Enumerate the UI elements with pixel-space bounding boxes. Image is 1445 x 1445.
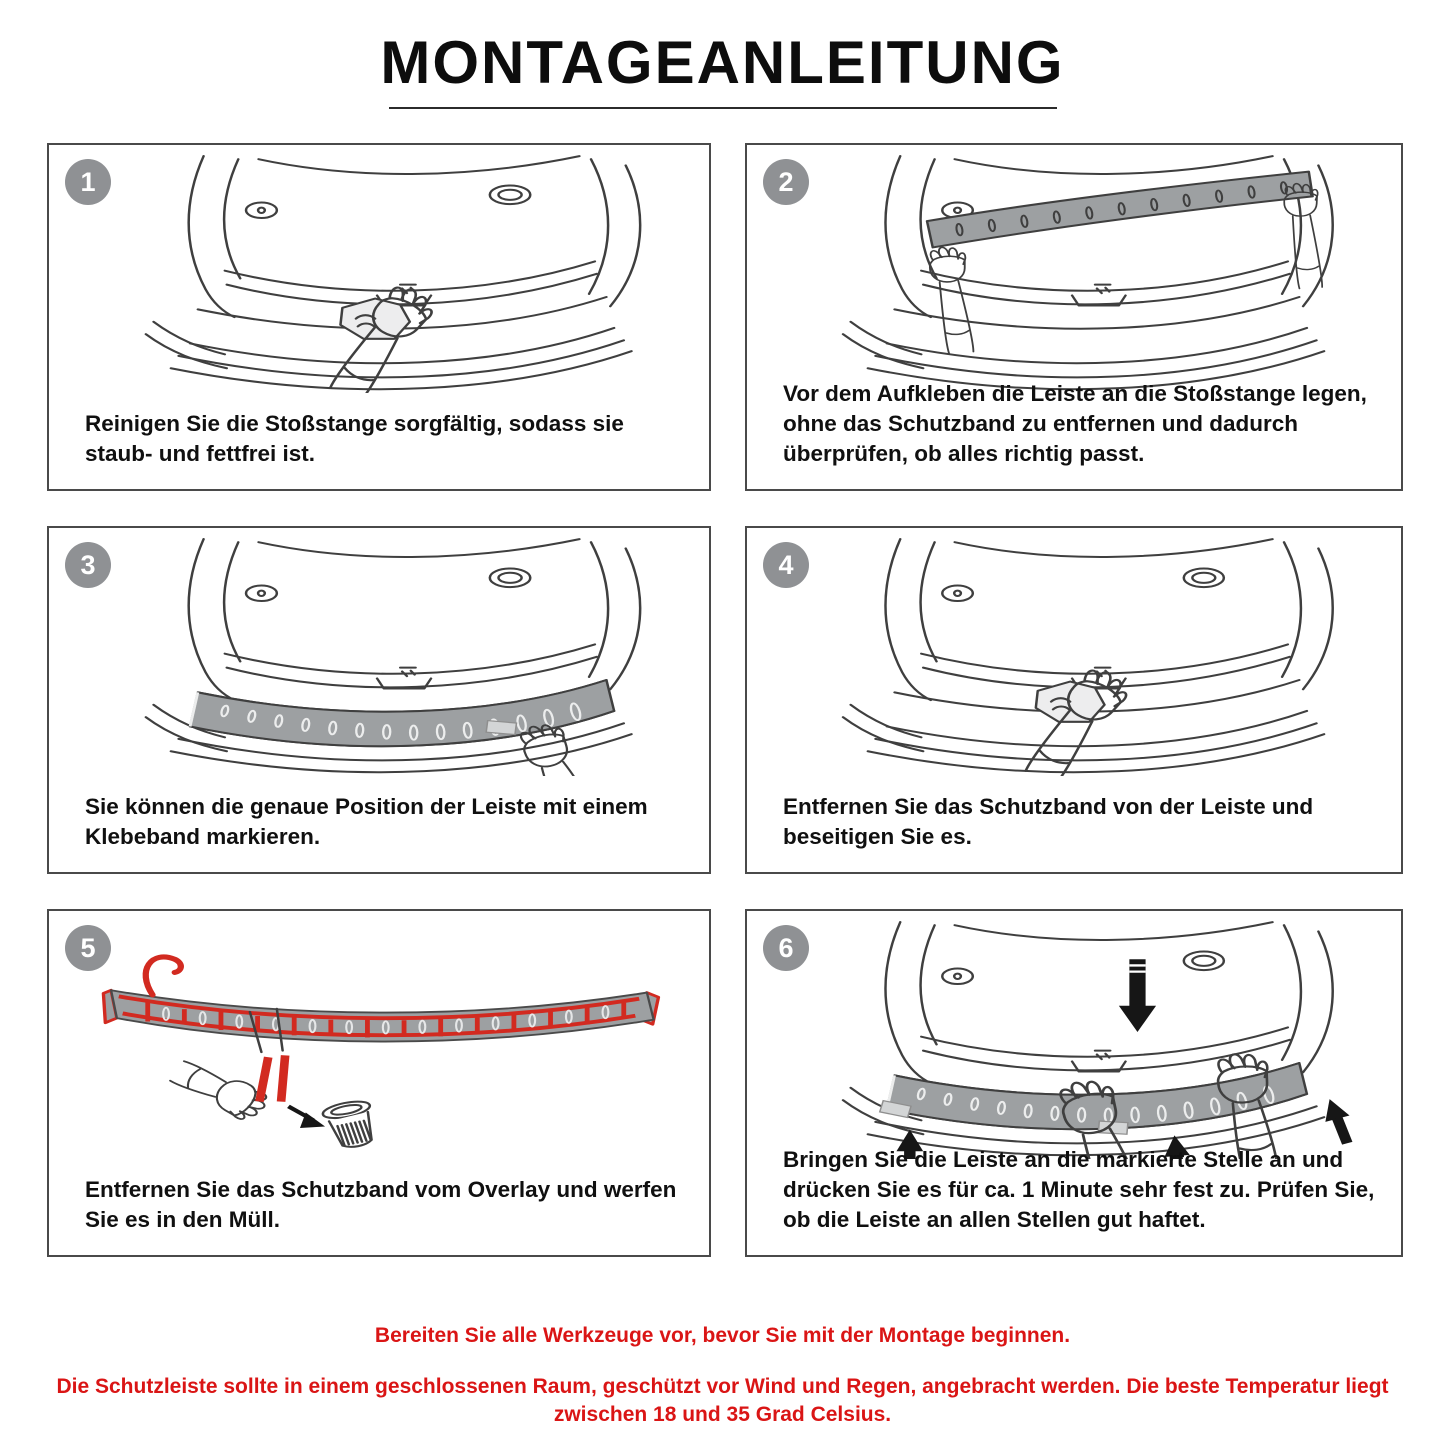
car-rear-outline — [146, 156, 640, 389]
steps-grid — [47, 143, 1403, 1257]
step-number: 6 — [778, 932, 794, 963]
step-number: 2 — [778, 166, 794, 197]
hand-icon — [926, 245, 981, 355]
step-caption: Vor dem Aufkleben die Leiste an die Stoßstange legen, ohne das Schutzband zu entfernen und dadurch überprüfen, ob alles richtig passt. — [783, 381, 1367, 467]
step-number-badge — [65, 542, 111, 588]
footer-warnings — [0, 1322, 1445, 1428]
step-panel-6 — [745, 909, 1403, 1257]
step-panel-3 — [47, 526, 711, 874]
step-number-badge — [763, 159, 809, 205]
step-number-badge — [65, 925, 111, 971]
step-number-badge — [65, 159, 111, 205]
step-illustration-mark-position-with-tape — [61, 536, 697, 776]
step-caption: Entfernen Sie das Schutzband von der Leiste und beseitigen Sie es. — [783, 794, 1314, 850]
press-down-arrow-icon — [1119, 959, 1156, 1032]
step-panel-4 — [745, 526, 1403, 874]
hand-icon — [166, 1057, 273, 1124]
step-panel-5 — [47, 909, 711, 1257]
step-illustration-press-strip-in-place — [759, 919, 1389, 1159]
footer-warning-2: Die Schutzleiste sollte in einem geschlossenen Raum, geschützt vor Wind und Regen, angebracht werden. Die beste Temperatur liegt zwischen 18 und 35 Grad Celsius. — [56, 1375, 1389, 1426]
step-illustration-test-fit-strip — [759, 153, 1389, 393]
red-band-piece — [255, 1057, 272, 1102]
step-number: 4 — [778, 549, 794, 580]
step-number-badge — [763, 542, 809, 588]
protection-strip-applied — [887, 1063, 1307, 1129]
step-number: 5 — [80, 932, 96, 963]
page-title: MONTAGEANLEITUNG — [380, 29, 1065, 96]
step-caption: Sie können die genaue Position der Leiste mit einem Klebeband markieren. — [85, 794, 648, 850]
step-illustration-remove-protective-band — [759, 536, 1389, 776]
step-illustration-clean-bumper — [61, 153, 697, 393]
trash-can-icon — [321, 1098, 381, 1151]
cleaning-cloth-icon — [1036, 682, 1105, 722]
step-number-badge — [763, 925, 809, 971]
protection-strip-applied — [190, 680, 614, 746]
press-up-arrow-icon — [1318, 1096, 1360, 1146]
step-caption: Entfernen Sie das Schutzband vom Overlay und werfen Sie es in den Müll. — [85, 1177, 677, 1233]
step-illustration-discard-overlay-band — [61, 919, 697, 1159]
step-caption: Bringen Sie die Leiste an die markierte Stelle an und drücken Sie es für ca. 1 Minute sehr fest zu. Prüfen Sie, ob die Leiste an allen Stellen gut haftet. — [783, 1147, 1375, 1233]
step-number: 1 — [80, 166, 96, 197]
car-rear-outline — [843, 539, 1333, 772]
step-caption: Reinigen Sie die Stoßstange sorgfältig, sodass sie staub- und fettfrei ist. — [85, 411, 624, 467]
step-number: 3 — [80, 549, 96, 580]
title-underline — [389, 107, 1057, 109]
red-band-piece — [277, 1055, 290, 1102]
step-panel-2 — [745, 143, 1403, 491]
overlay-with-red-protective-band — [103, 957, 658, 1042]
protection-strip-held — [927, 172, 1313, 248]
cleaning-cloth-icon — [340, 299, 409, 339]
footer-warning-1: Bereiten Sie alle Werkzeuge vor, bevor Sie mit der Montage beginnen. — [374, 1324, 1071, 1347]
step-panel-1 — [47, 143, 711, 491]
masking-tape-mark — [486, 721, 516, 735]
